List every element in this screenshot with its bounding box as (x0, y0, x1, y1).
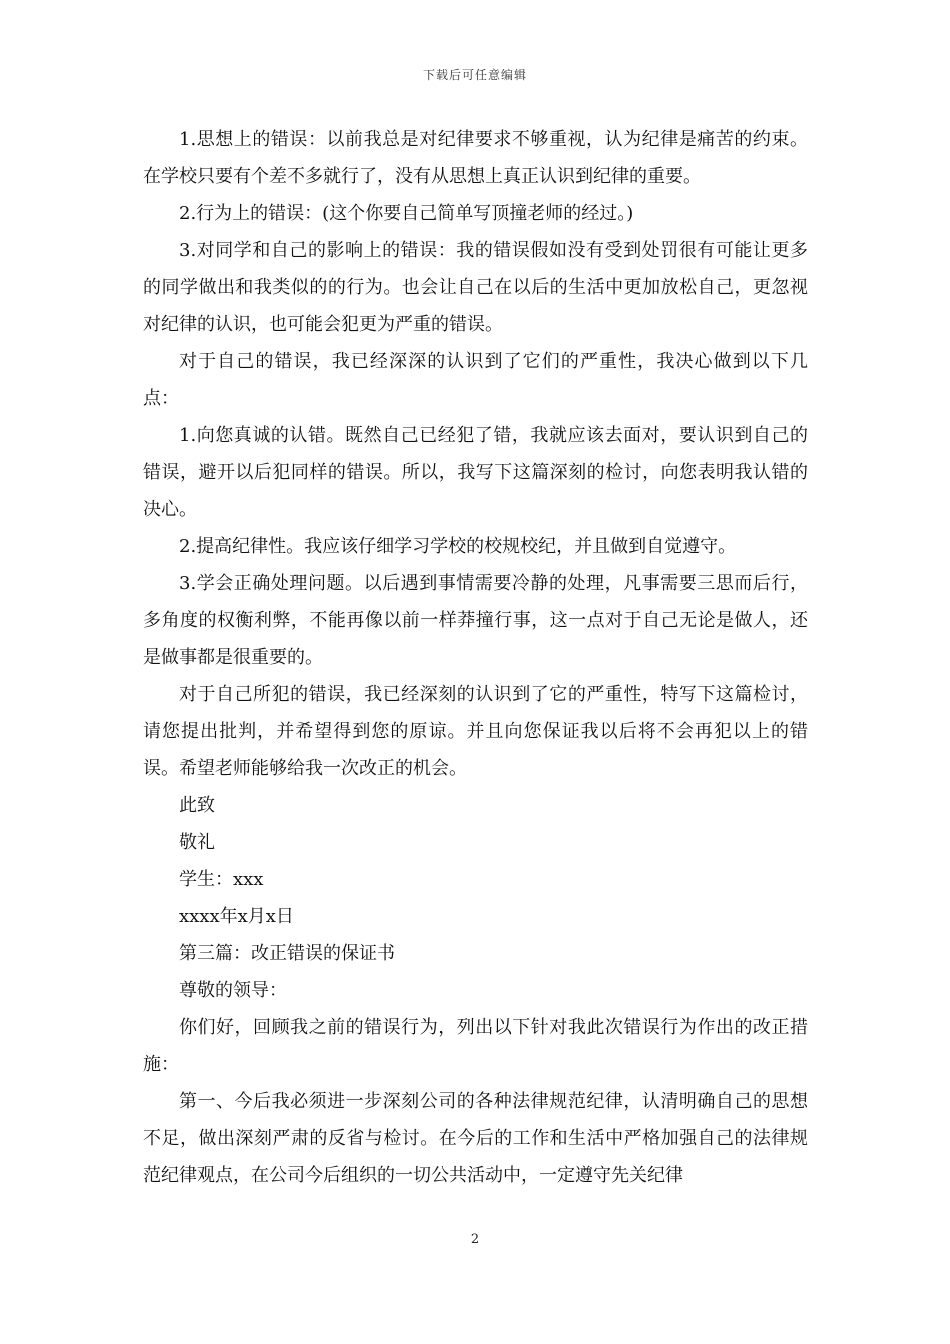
paragraph-point-2: 2.提高纪律性。我应该仔细学习学校的校规校纪，并且做到自觉遵守。 (179, 536, 737, 557)
page-header: 下载后可任意编辑 (422, 68, 527, 82)
closing-regards: 敬礼 (179, 832, 215, 853)
paragraph-resolution-intro: 对于自己的错误，我已经深深的认识到了它们的严重性，我决心做到以下几点： (143, 351, 808, 409)
paragraph-conclusion: 对于自己所犯的错误，我已经深刻的认识到了它的严重性，特写下这篇检讨，请您提出批判，并希望得到您的原谅。并且向您保证我以后将不会再犯以上的错误。希望老师能够给我一次改正的机会。 (143, 684, 808, 779)
section-title: 第三篇：改正错误的保证书 (179, 943, 395, 964)
paragraph-thought-error: 1.思想上的错误：以前我总是对纪律要求不够重视，认为纪律是痛苦的约束。在学校只要有个差不多就行了，没有从思想上真正认识到纪律的重要。 (143, 129, 808, 187)
paragraph-intro: 你们好，回顾我之前的错误行为，列出以下针对我此次错误行为作出的改正措施： (143, 1017, 808, 1075)
paragraph-influence-error: 3.对同学和自己的影响上的错误：我的错误假如没有受到处罚很有可能让更多的同学做出和我类似的的行为。也会让自己在以后的生活中更加放松自己，更忽视对纪律的认识，也可能会犯更为严重的错误。 (143, 240, 808, 335)
paragraph-point-1: 1.向您真诚的认错。既然自己已经犯了错，我就应该去面对，要认识到自己的错误，避开以后犯同样的错误。所以，我写下这篇深刻的检讨，向您表明我认错的决心。 (143, 425, 808, 520)
paragraph-point-3: 3.学会正确处理问题。以后遇到事情需要冷静的处理，凡事需要三思而后行，多角度的权衡利弊，不能再像以前一样莽撞行事，这一点对于自己无论是做人，还是做事都是很重要的。 (143, 573, 808, 668)
paragraph-behavior-error: 2.行为上的错误：(这个你要自己简单写顶撞老师的经过。) (179, 203, 634, 224)
signature-student: 学生：xxx (179, 869, 264, 890)
document-body (143, 121, 808, 1194)
paragraph-measure-1: 第一、今后我必须进一步深刻公司的各种法律规范纪律，认清明确自己的思想不足，做出深刻严肃的反省与检讨。在今后的工作和生活中严格加强自己的法律规范纪律观点，在公司今后组织的一切公共活动中，一定遵守先关纪律 (143, 1091, 808, 1186)
page-number: 2 (470, 1232, 480, 1247)
signature-date: xxxx年x月x日 (179, 906, 294, 927)
greeting: 尊敬的领导： (179, 980, 287, 1001)
closing-salutation: 此致 (179, 795, 215, 816)
